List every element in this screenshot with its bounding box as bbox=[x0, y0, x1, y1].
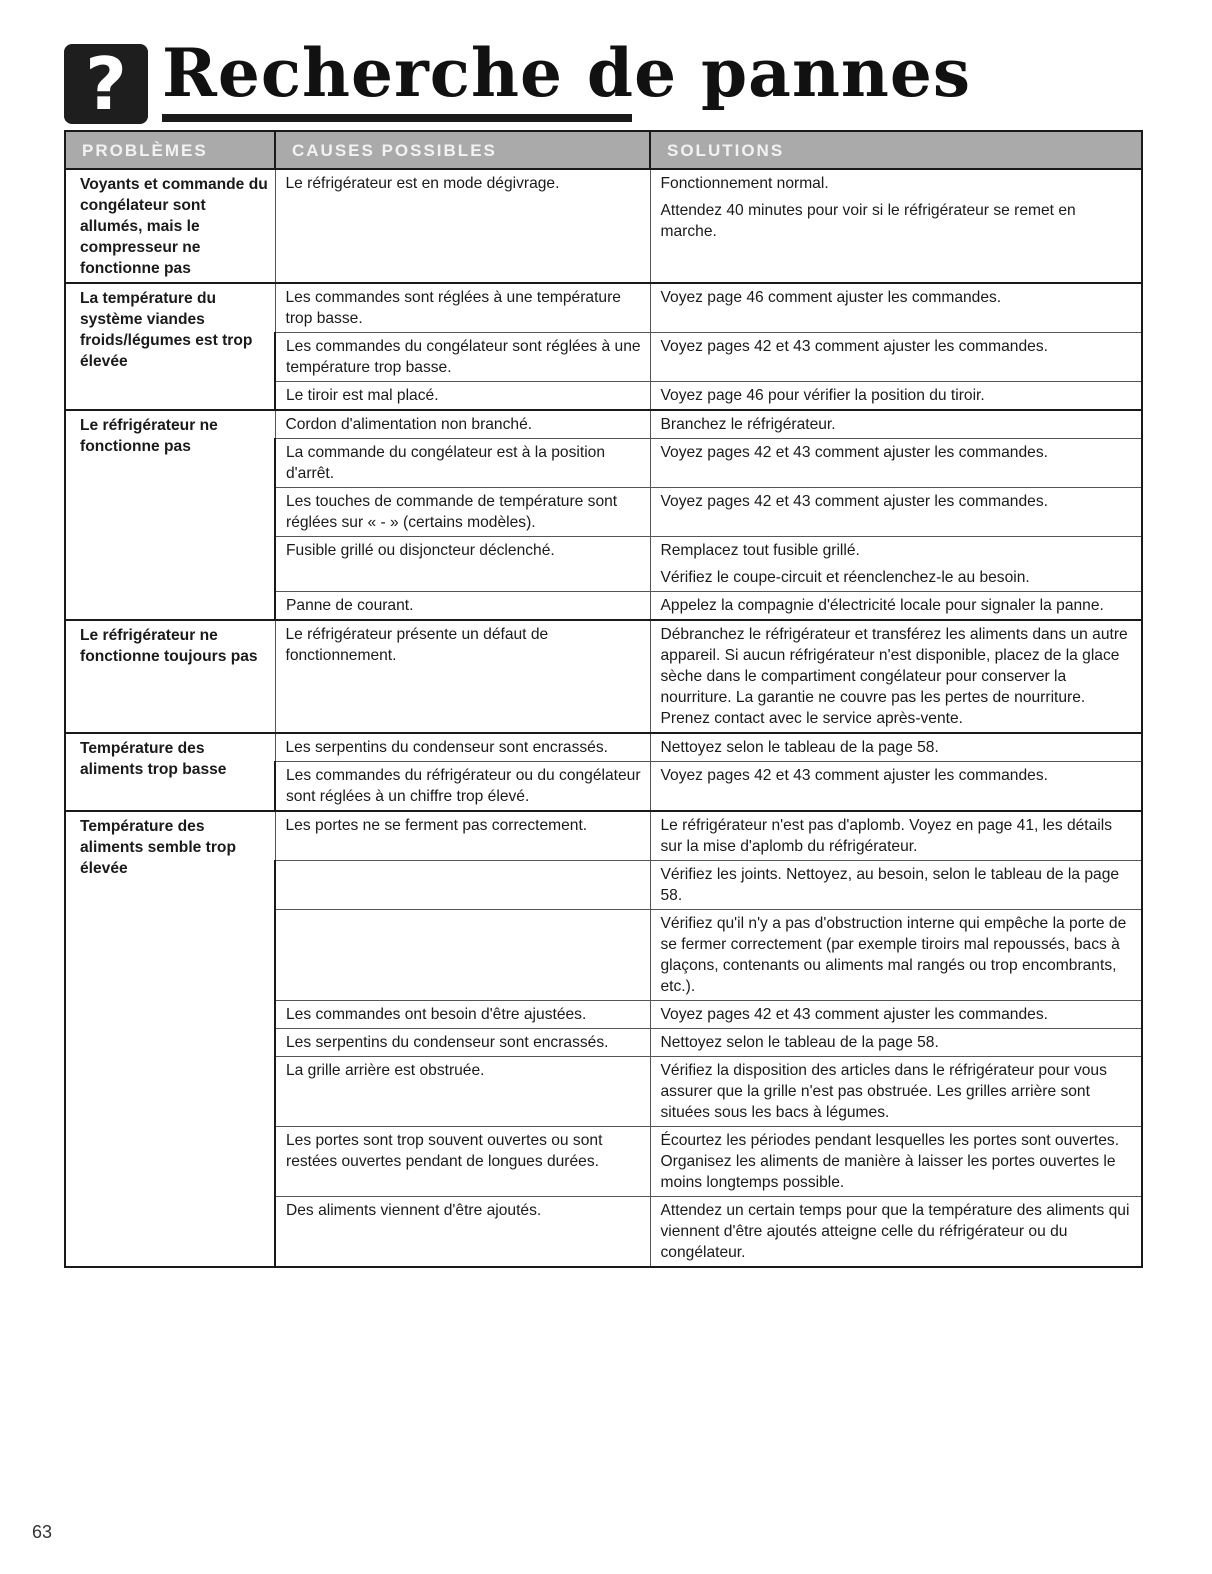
table-row bbox=[65, 283, 1142, 333]
solution-text: Vérifiez les joints. Nettoyez, au besoin, selon le tableau de la page 58. bbox=[660, 866, 1120, 904]
cause-cell: Panne de courant. bbox=[275, 592, 650, 621]
cause-cell: Les touches de commande de température sont réglées sur « - » (certains modèles). bbox=[275, 488, 650, 537]
solution-cell bbox=[650, 592, 1142, 621]
table-body bbox=[65, 169, 1142, 1267]
solution-cell bbox=[650, 169, 1142, 283]
cause-cell bbox=[275, 861, 650, 910]
solution-text: Vérifiez la disposition des articles dans le réfrigérateur pour vous assurer que la grille n'est pas obstruée. Les grilles arrière sont situées sous les bacs à légumes. bbox=[660, 1062, 1107, 1121]
cause-cell: Des aliments viennent d'être ajoutés. bbox=[275, 1197, 650, 1268]
solution-text: Vérifiez le coupe-circuit et réenclenchez-le au besoin. bbox=[660, 569, 1030, 586]
question-mark-icon: ? bbox=[64, 44, 148, 124]
solution-cell bbox=[650, 1001, 1142, 1029]
cause-cell: La grille arrière est obstruée. bbox=[275, 1057, 650, 1127]
solution-text: Branchez le réfrigérateur. bbox=[660, 416, 836, 433]
title-underline bbox=[162, 114, 632, 122]
cause-cell: Les commandes du congélateur sont réglées à une température trop basse. bbox=[275, 333, 650, 382]
problem-cell: Voyants et commande du congélateur sont allumés, mais le compresseur ne fonctionne pas bbox=[65, 169, 275, 283]
column-header-causes: CAUSES POSSIBLES bbox=[275, 131, 650, 169]
table-row bbox=[65, 410, 1142, 439]
cause-cell: Les portes sont trop souvent ouvertes ou sont restées ouvertes pendant de longues durées. bbox=[275, 1127, 650, 1197]
problem-cell: Température des aliments trop basse bbox=[65, 733, 275, 811]
problem-cell: La température du système viandes froids/légumes est trop élevée bbox=[65, 283, 275, 410]
solution-cell bbox=[650, 910, 1142, 1001]
solution-text: Voyez pages 42 et 43 comment ajuster les commandes. bbox=[660, 1006, 1048, 1023]
cause-cell: Les commandes du réfrigérateur ou du congélateur sont réglées à un chiffre trop élevé. bbox=[275, 762, 650, 812]
solution-cell bbox=[650, 439, 1142, 488]
column-header-solutions: SOLUTIONS bbox=[650, 131, 1142, 169]
solution-text: Débranchez le réfrigérateur et transférez les aliments dans un autre appareil. Si aucun réfrigérateur n'est disponible, placez de la glace sèche dans le compartiment congélateur pour conserver la nourriture. La garantie ne couvre pas les pertes de nourriture. Prenez contact avec le service après-vente. bbox=[660, 626, 1128, 727]
solution-text: Voyez pages 42 et 43 comment ajuster les commandes. bbox=[660, 444, 1048, 461]
cause-cell bbox=[275, 910, 650, 1001]
solution-cell bbox=[650, 333, 1142, 382]
solution-cell bbox=[650, 762, 1142, 812]
solution-cell bbox=[650, 1057, 1142, 1127]
problem-cell: Température des aliments semble trop élevée bbox=[65, 811, 275, 1267]
solution-text: Attendez 40 minutes pour voir si le réfrigérateur se remet en marche. bbox=[660, 202, 1076, 240]
cause-cell: Les commandes sont réglées à une température trop basse. bbox=[275, 283, 650, 333]
solution-cell bbox=[650, 1197, 1142, 1268]
column-header-problems: PROBLÈMES bbox=[65, 131, 275, 169]
solution-cell bbox=[650, 537, 1142, 592]
cause-cell: Cordon d'alimentation non branché. bbox=[275, 410, 650, 439]
cause-cell: Les portes ne se ferment pas correctement. bbox=[275, 811, 650, 861]
page-title: Recherche de pannes bbox=[162, 34, 972, 112]
solution-text: Remplacez tout fusible grillé. bbox=[660, 542, 860, 559]
solution-cell bbox=[650, 488, 1142, 537]
page-header bbox=[64, 34, 972, 130]
problem-cell: Le réfrigérateur ne fonctionne toujours pas bbox=[65, 620, 275, 733]
table-row bbox=[65, 169, 1142, 283]
cause-cell: Les serpentins du condenseur sont encrassés. bbox=[275, 733, 650, 762]
solution-text: Voyez page 46 comment ajuster les commandes. bbox=[660, 289, 1002, 306]
solution-cell bbox=[650, 811, 1142, 861]
solution-cell bbox=[650, 733, 1142, 762]
solution-text: Voyez page 46 pour vérifier la position du tiroir. bbox=[660, 387, 985, 404]
troubleshooting-table bbox=[64, 130, 1143, 1268]
cause-cell: Les serpentins du condenseur sont encrassés. bbox=[275, 1029, 650, 1057]
cause-cell: Fusible grillé ou disjoncteur déclenché. bbox=[275, 537, 650, 592]
cause-cell: La commande du congélateur est à la position d'arrêt. bbox=[275, 439, 650, 488]
solution-cell bbox=[650, 620, 1142, 733]
table-row bbox=[65, 811, 1142, 861]
table-row bbox=[65, 620, 1142, 733]
table-header-row bbox=[65, 131, 1142, 169]
solution-text: Le réfrigérateur n'est pas d'aplomb. Voyez en page 41, les détails sur la mise d'aplomb du réfrigérateur. bbox=[660, 817, 1113, 855]
table-row bbox=[65, 733, 1142, 762]
solution-text: Appelez la compagnie d'électricité locale pour signaler la panne. bbox=[660, 597, 1104, 614]
solution-cell bbox=[650, 1029, 1142, 1057]
cause-cell: Le réfrigérateur présente un défaut de fonctionnement. bbox=[275, 620, 650, 733]
solution-text: Voyez pages 42 et 43 comment ajuster les commandes. bbox=[660, 338, 1048, 355]
cause-cell: Le tiroir est mal placé. bbox=[275, 382, 650, 411]
problem-cell: Le réfrigérateur ne fonctionne pas bbox=[65, 410, 275, 620]
solution-text: Voyez pages 42 et 43 comment ajuster les commandes. bbox=[660, 493, 1048, 510]
cause-cell: Le réfrigérateur est en mode dégivrage. bbox=[275, 169, 650, 283]
page-number: 63 bbox=[32, 1522, 53, 1542]
solution-text: Attendez un certain temps pour que la température des aliments qui viennent d'être ajoutés atteigne celle du réfrigérateur ou du congélateur. bbox=[660, 1202, 1130, 1261]
solution-cell bbox=[650, 382, 1142, 411]
solution-text: Voyez pages 42 et 43 comment ajuster les commandes. bbox=[660, 767, 1048, 784]
solution-cell bbox=[650, 861, 1142, 910]
solution-text: Nettoyez selon le tableau de la page 58. bbox=[660, 739, 939, 756]
solution-text: Nettoyez selon le tableau de la page 58. bbox=[660, 1034, 939, 1051]
solution-cell bbox=[650, 1127, 1142, 1197]
solution-cell bbox=[650, 410, 1142, 439]
solution-text: Vérifiez qu'il n'y a pas d'obstruction interne qui empêche la porte de se fermer correctement (par exemple tiroirs mal repoussés, bacs à glaçons, contenants ou aliments mal rangés ou trop encombrants, etc.). bbox=[660, 915, 1127, 995]
solution-text: Fonctionnement normal. bbox=[660, 175, 829, 192]
solution-cell bbox=[650, 283, 1142, 333]
solution-text: Écourtez les périodes pendant lesquelles les portes sont ouvertes. Organisez les aliments de manière à laisser les portes ouvertes le moins longtemps possible. bbox=[660, 1132, 1120, 1191]
cause-cell: Les commandes ont besoin d'être ajustées. bbox=[275, 1001, 650, 1029]
